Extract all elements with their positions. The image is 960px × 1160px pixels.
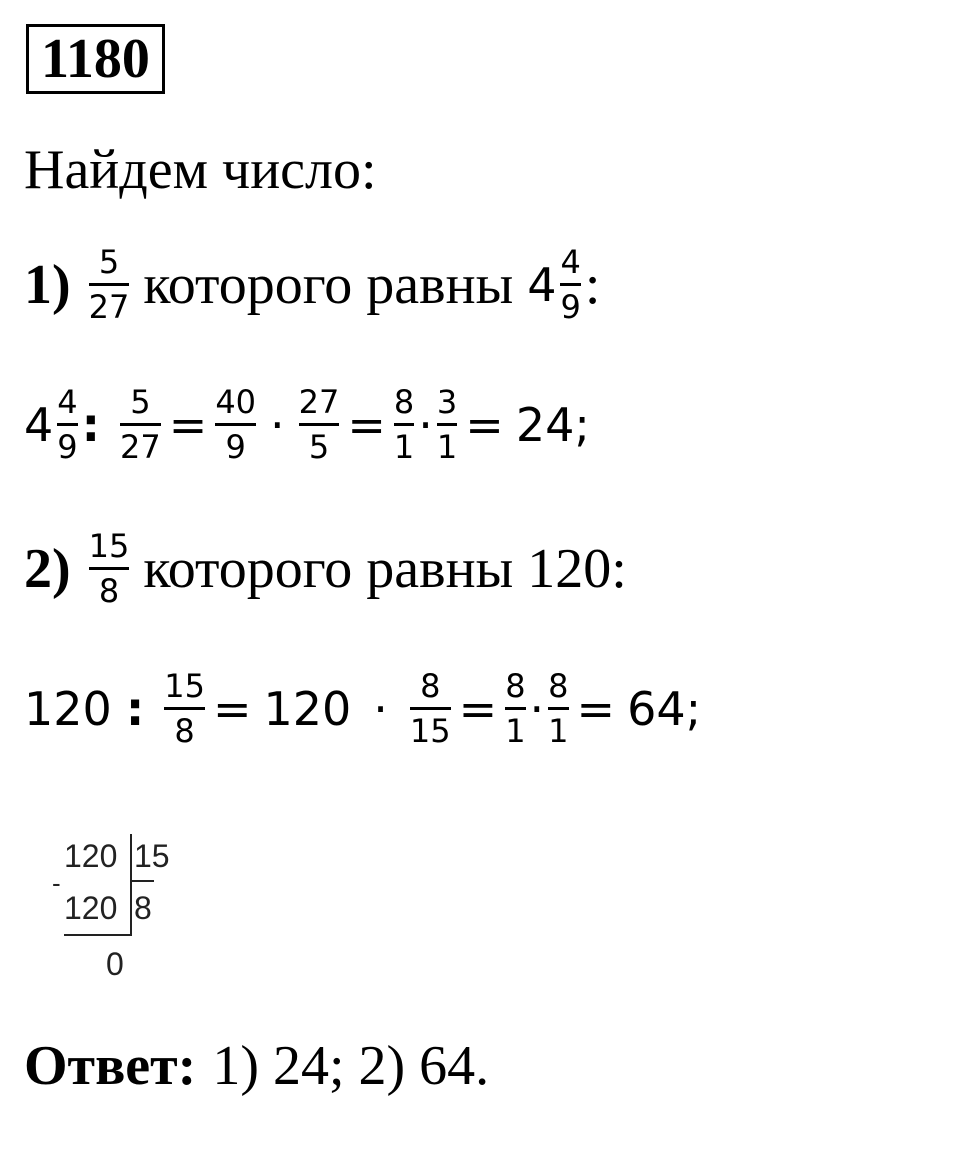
fraction-denominator: 9	[57, 428, 78, 466]
fraction-bar	[437, 423, 457, 426]
fraction-denominator: 1	[393, 428, 415, 466]
fraction-bar	[57, 423, 77, 426]
fraction-numerator: 8	[505, 667, 526, 705]
fraction-bar	[560, 283, 580, 286]
calc2-result: 64;	[627, 681, 702, 736]
part1-line	[24, 243, 601, 326]
fraction-denominator: 1	[436, 428, 458, 466]
ld-divisor-underline	[130, 880, 154, 882]
calc2-dot-1: ·	[373, 681, 388, 736]
task-number-text: 1180	[41, 28, 150, 90]
fraction-numerator: 40	[215, 383, 257, 421]
part1-mixed-whole: 4	[527, 257, 557, 312]
part1-label: 1)	[24, 253, 71, 316]
calc1-frac-4	[298, 383, 340, 466]
fraction-denominator: 27	[120, 428, 161, 466]
calc2-b: 120	[263, 681, 352, 736]
calc2-frac-4	[548, 667, 569, 750]
calc1-dot-2: ·	[418, 397, 433, 452]
answer-line	[24, 1034, 489, 1098]
fraction-numerator: 8	[393, 383, 415, 421]
calc1-eq-3: =	[465, 397, 504, 452]
fraction-numerator: 4	[560, 243, 581, 281]
ld-dividend: 120	[64, 838, 118, 874]
calc1-result: 24;	[515, 397, 590, 452]
ld-subtrahend-underline	[64, 934, 132, 936]
fraction-bar	[164, 707, 205, 710]
fraction-numerator: 5	[130, 383, 151, 421]
part1-mixed-fraction	[560, 243, 581, 326]
fraction-bar	[215, 423, 256, 426]
fraction-bar	[548, 707, 568, 710]
calc1-eq-1: =	[168, 397, 208, 452]
fraction-denominator: 5	[308, 428, 330, 466]
fraction-denominator: 1	[505, 712, 526, 750]
calc1-frac-6	[436, 383, 458, 466]
calc1-frac-5	[393, 383, 415, 466]
fraction-denominator: 9	[225, 428, 246, 466]
fraction-bar	[410, 707, 451, 710]
ld-quotient: 8	[134, 890, 152, 926]
calc2-frac-2	[409, 667, 451, 750]
calc1-eq-2: =	[347, 397, 386, 452]
fraction-numerator: 8	[420, 667, 441, 705]
fraction-bar	[89, 283, 130, 286]
fraction-numerator: 5	[98, 243, 120, 281]
fraction-numerator: 15	[88, 527, 130, 565]
part2-fraction	[88, 527, 130, 610]
intro-text: Найдем число:	[24, 139, 377, 201]
calc1-frac-mixed	[57, 383, 78, 466]
fraction-numerator: 27	[298, 383, 340, 421]
fraction-bar	[505, 707, 525, 710]
answer-label: Ответ:	[24, 1035, 197, 1097]
answer-text: 1) 24; 2) 64.	[212, 1035, 490, 1097]
calc1-dot-1: ·	[270, 397, 285, 452]
task-number	[26, 24, 165, 94]
ld-remainder: 0	[106, 946, 124, 982]
fraction-numerator: 15	[164, 667, 205, 705]
ld-subtrahend: 120	[64, 890, 118, 926]
calc1-line	[24, 383, 590, 466]
ld-vertical-line	[130, 834, 132, 934]
fraction-denominator: 9	[560, 288, 581, 326]
part2-line	[24, 527, 627, 610]
calc1-frac-2	[120, 383, 161, 466]
part1-text: которого равны	[143, 253, 514, 316]
calc2-frac-3	[505, 667, 526, 750]
fraction-numerator: 8	[548, 667, 569, 705]
fraction-bar	[120, 423, 161, 426]
calc2-frac-1	[164, 667, 205, 750]
calc1-whole: 4	[24, 397, 54, 452]
fraction-denominator: 1	[548, 712, 569, 750]
part1-fraction	[88, 243, 130, 326]
fraction-denominator: 8	[98, 572, 120, 610]
calc2-eq-3: =	[576, 681, 616, 736]
fraction-bar	[299, 423, 340, 426]
part2-text: которого равны 120:	[143, 537, 627, 600]
part2-label: 2)	[24, 537, 71, 600]
calc2-dot-2: ·	[529, 681, 545, 736]
calc2-eq-2: =	[458, 681, 498, 736]
calc1-frac-3	[215, 383, 257, 466]
calc1-div-sign: :	[81, 397, 101, 452]
calc2-eq-1: =	[212, 681, 252, 736]
part1-colon: :	[584, 253, 601, 316]
calc2-a: 120	[24, 681, 112, 736]
fraction-denominator: 15	[409, 712, 451, 750]
fraction-numerator: 4	[57, 383, 78, 421]
ld-minus-sign: -	[52, 868, 61, 898]
ld-divisor: 15	[134, 838, 170, 874]
fraction-bar	[394, 423, 414, 426]
calc2-line	[24, 667, 702, 750]
fraction-bar	[89, 567, 130, 570]
fraction-denominator: 27	[88, 288, 130, 326]
fraction-denominator: 8	[174, 712, 195, 750]
long-division	[46, 830, 186, 980]
fraction-numerator: 3	[436, 383, 458, 421]
calc2-div-sign: :	[125, 681, 145, 736]
